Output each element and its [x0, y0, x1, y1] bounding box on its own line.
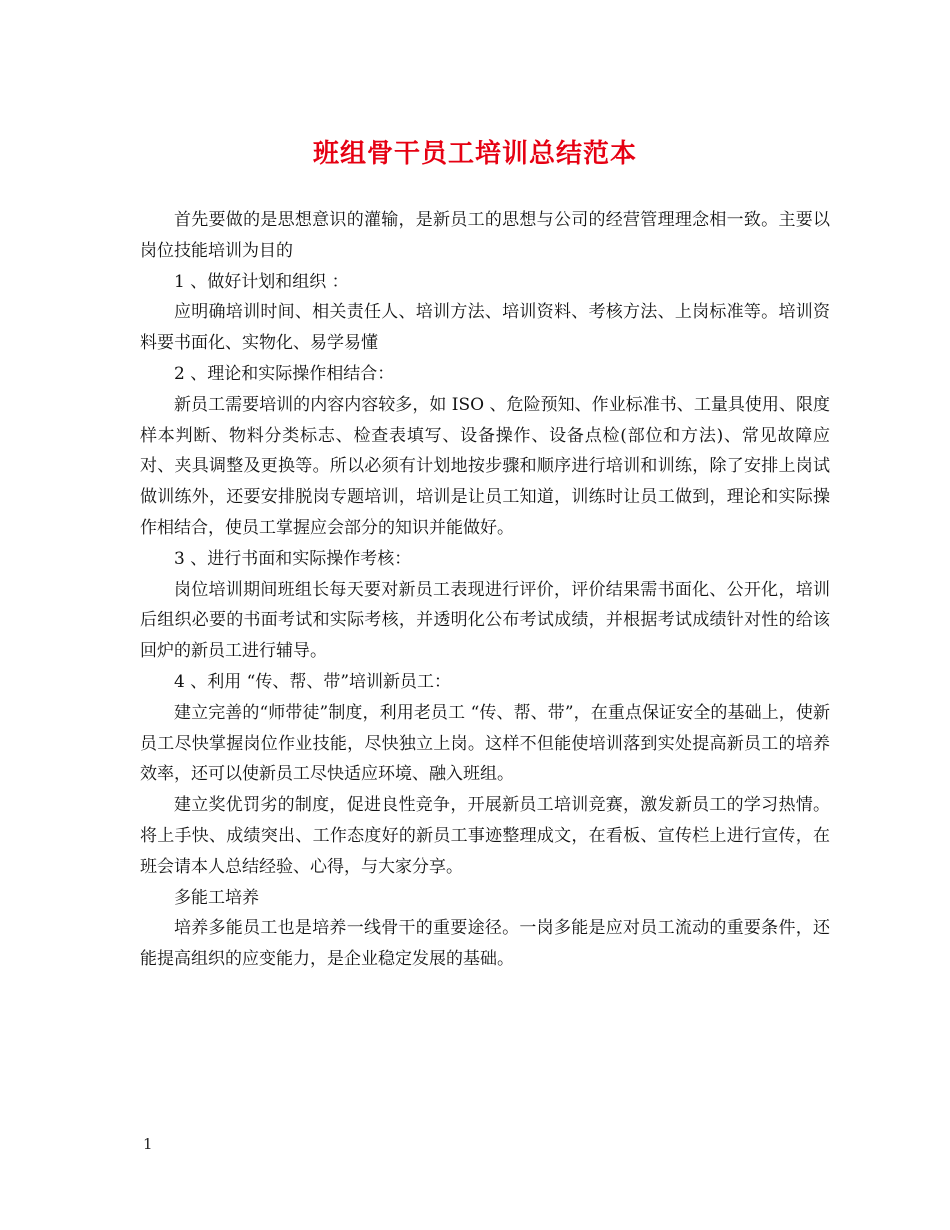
paragraph-assessment: 岗位培训期间班组长每天要对新员工表现进行评价，评价结果需书面化、公开化，培训后组织必要的书面考试和实际考核，并透明化公布考试成绩，并根据考试成绩针对性的给该回炉的新员工进行辅导。 [140, 579, 830, 662]
heading-multi-skill: 多能工培养 [174, 887, 259, 908]
paragraph-theory-practice: 新员工需要培训的内容内容较多，如 ISO 、危险预知、作业标准书、工量具使用、限度样本判断、物料分类标志、检查表填写、设备操作、设备点检(部位和方法)、常见故障应对、夹具调整及更换等。所以必须有计划地按步骤和顺序进行培训和训练，除了安排上岗试做训练外，还要安排脱岗专题培训，培训是让员工知道，训练时让员工做到，理论和实际操作相结合，使员工掌握应会部分的知识并能做好。 [140, 394, 830, 538]
paragraph-mentoring: 建立完善的“师带徒”制度，利用老员工 “传、帮、带”，在重点保证安全的基础上，使新员工尽快掌握岗位作业技能，尽快独立上岗。这样不但能使培训落到实处提高新员工的培养效率，还可以使新员工尽快适应环境、融入班组。 [140, 702, 830, 785]
page-number: 1 [143, 1135, 153, 1153]
paragraph-multi-skill: 培养多能员工也是培养一线骨干的重要途径。一岗多能是应对员工流动的重要条件，还能提高组织的应变能力，是企业稳定发展的基础。 [140, 918, 830, 970]
document-body [140, 205, 830, 975]
heading-assessment: 3 、进行书面和实际操作考核： [174, 548, 412, 569]
paragraph-plan-organize: 应明确培训时间、相关责任人、培训方法、培训资料、考核方法、上岗标准等。培训资料要书面化、实物化、易学易懂 [140, 302, 830, 354]
paragraph-rewards: 建立奖优罚劣的制度，促进良性竞争，开展新员工培训竞赛，激发新员工的学习热情。将上手快、成绩突出、工作态度好的新员工事迹整理成文，在看板、宣传栏上进行宣传，在班会请本人总结经验、心得，与大家分享。 [140, 795, 830, 877]
document-title: 班组骨干员工培训总结范本 [312, 139, 637, 169]
heading-theory-practice: 2 、理论和实际操作相结合： [174, 363, 395, 384]
heading-plan-organize: 1 、做好计划和组织 ： [174, 271, 349, 292]
paragraph-intro: 首先要做的是思想意识的灌输，是新员工的思想与公司的经营管理理念相一致。主要以岗位技能培训为目的 [140, 210, 830, 261]
heading-mentoring: 4 、利用 “传、帮、带”培训新员工： [174, 671, 452, 692]
